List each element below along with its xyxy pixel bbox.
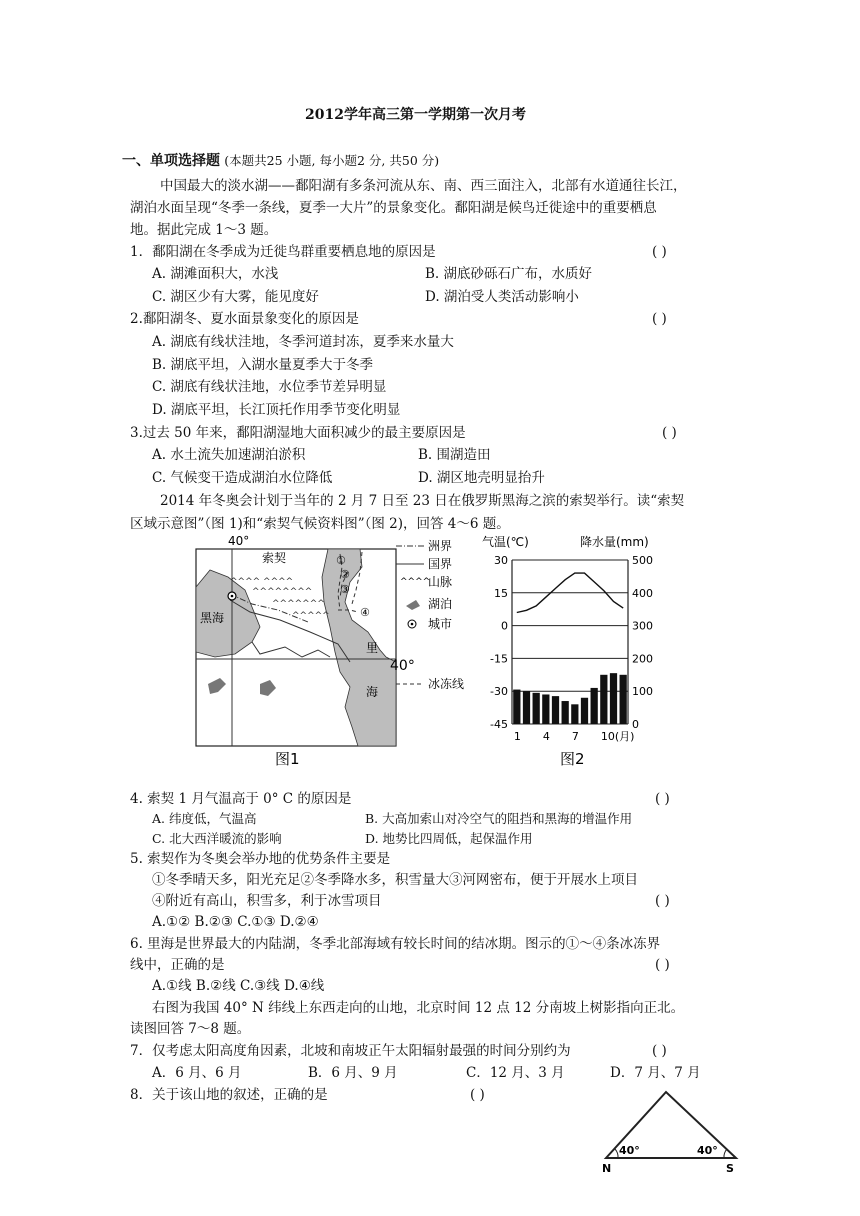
caspian-hai-label: 海 [366, 685, 379, 699]
answer-bracket: ( ) [662, 425, 677, 441]
answer-bracket: ( ) [655, 893, 670, 909]
answer-bracket: ( ) [652, 311, 667, 327]
statement-line: ①冬季晴天多，阳光充足②冬季降水多，积雪量大③河网密布，便于开展水上项目 [152, 872, 638, 888]
line-label-1: ① [336, 554, 346, 567]
passage-line: 湖泊水面呈现“冬季一条线，夏季一大片”的景象变化。鄱阳湖是候鸟迁徙途中的重要栖息 [130, 200, 657, 216]
section-heading [122, 152, 439, 170]
legend-city-dot [411, 623, 414, 626]
right-tick-label: 300 [632, 619, 653, 633]
figure-2-caption: 图2 [560, 750, 585, 768]
figure-1-map [190, 532, 480, 772]
x-tick-label: 4 [542, 730, 550, 743]
precip-bar [523, 691, 530, 724]
question-stem: 6. 里海是世界最大的内陆湖，冬季北部海域有较长时间的结冰期。图示的①～④条冰冻界 [130, 936, 661, 952]
question-stem-cont: 线中，正确的是 [130, 957, 225, 973]
left-tick-label: 0 [501, 619, 508, 633]
north-label: N [602, 1162, 612, 1175]
question-stem: 1．鄱阳湖在冬季成为迁徙鸟群重要栖息地的原因是 [130, 244, 436, 260]
right-tick-label: 500 [632, 554, 653, 567]
precip-bar [600, 675, 607, 724]
chart-left-title: 气温(℃) [482, 535, 529, 549]
option: D. 湖底平坦，长江顶托作用季节变化明显 [152, 402, 401, 418]
legend-label: 湖泊 [428, 597, 453, 611]
lat-top-label: 40° [228, 534, 250, 548]
precip-bar [533, 693, 540, 724]
option: D. 湖区地壳明显抬升 [418, 470, 545, 486]
line-label-3: ③ [340, 583, 350, 596]
right-tick-label: 200 [632, 652, 653, 666]
svg-text:^^^^^^^: ^^^^^^^ [272, 599, 325, 609]
passage-line: 中国最大的淡水湖——鄱阳湖有多条河流从东、南、西三面注入，北部有水道通往长江， [160, 178, 687, 194]
passage-line: 区域示意图”（图 1)和“索契气候资料图”（图 2)，回答 4～6 题。 [130, 516, 510, 532]
x-tick-label: 10(月) [600, 730, 635, 743]
chart-plot-area [490, 554, 653, 743]
page-title: 2012学年高三第一学期第一次月考 [305, 107, 526, 123]
option: C. 气候变干造成湖泊水位降低 [152, 470, 333, 486]
option: C．12 月、3 月 [466, 1065, 565, 1081]
svg-text:^^^^^: ^^^^^ [292, 611, 330, 621]
option: C. 湖区少有大雾，能见度好 [152, 289, 319, 305]
section-title: 一、单项选择题 [122, 153, 220, 169]
legend-label: 洲界 [428, 539, 453, 553]
legend-label: 冰冻线 [428, 677, 465, 691]
option: D. 地势比四周低，起保温作用 [365, 831, 533, 846]
legend-label: 山脉 [428, 575, 453, 589]
south-label: S [726, 1162, 734, 1175]
option: A．6 月、6 月 [152, 1065, 242, 1081]
legend-mountain-icon: ^^^^ [400, 577, 431, 587]
angle-right-label: 40° [697, 1144, 718, 1157]
line-label-2: ② [340, 568, 350, 581]
option: D．7 月、7 月 [610, 1065, 701, 1081]
options-line: A.①② B.②③ C.①③ D.②④ [152, 914, 319, 930]
option: C. 湖底有线状洼地，水位季节差异明显 [152, 379, 387, 395]
precip-bar [591, 688, 598, 724]
question-stem: 4. 索契 1 月气温高于 0° C 的原因是 [130, 791, 352, 807]
section-note: (本题共25 小题, 每小题2 分, 共50 分) [224, 153, 440, 168]
passage-line: 地。据此完成 1～3 题。 [130, 222, 278, 238]
answer-bracket: ( ) [652, 244, 667, 260]
option: B. 湖底砂砾石广布，水质好 [425, 266, 593, 282]
right-tick-label: 0 [632, 718, 639, 731]
question-stem: 5. 索契作为冬奥会举办地的优势条件主要是 [130, 851, 391, 867]
figure-1-caption: 图1 [275, 750, 300, 768]
precip-bar [581, 698, 588, 724]
precip-bar [610, 673, 617, 724]
option: A. 湖底有线状洼地，冬季河道封冻，夏季来水量大 [152, 334, 454, 350]
question-stem: 7．仅考虑太阳高度角因素，北坡和南坡正午太阳辐射最强的时间分别约为 [130, 1043, 571, 1059]
angle-arc-left [615, 1149, 618, 1158]
city-label: 索契 [262, 551, 287, 565]
option: B. 围湖造田 [418, 447, 491, 463]
angle-left-label: 40° [619, 1144, 640, 1157]
figure-2-climate-chart [480, 532, 660, 772]
option: D. 湖泊受人类活动影响小 [425, 289, 579, 305]
right-tick-label: 400 [632, 586, 653, 600]
legend-label: 城市 [428, 617, 453, 631]
option: A. 湖滩面积大，水浅 [152, 266, 279, 282]
precip-bar [542, 694, 549, 724]
precip-bar [620, 675, 627, 724]
statement-line: ④附近有高山，积雪多，利于冰雪项目 [152, 893, 382, 909]
precip-bar [552, 696, 559, 724]
precip-bar [571, 704, 578, 724]
left-tick-label: -45 [490, 718, 508, 731]
answer-bracket: ( ) [652, 1043, 667, 1059]
angle-arc-right [724, 1149, 727, 1158]
city-dot [231, 595, 234, 598]
svg-text:^^^^ ^^^^: ^^^^ ^^^^ [230, 577, 294, 587]
black-sea-label: 黑海 [200, 611, 225, 625]
precip-bar [513, 690, 520, 724]
lat-side-label: 40° [390, 658, 415, 674]
legend-label: 国界 [428, 557, 453, 571]
legend-lake-icon [406, 600, 420, 610]
chart-right-title: 降水量(mm) [580, 535, 649, 549]
x-tick-label: 7 [571, 730, 579, 743]
left-tick-label: -30 [490, 685, 508, 699]
options-line: A.①线 B.②线 C.③线 D.④线 [152, 978, 325, 994]
question-stem: 2.鄱阳湖冬、夏水面景象变化的原因是 [130, 311, 359, 327]
x-tick-label: 1 [513, 730, 521, 743]
precip-bar [562, 701, 569, 724]
passage-line: 右图为我国 40° N 纬线上东西走向的山地，北京时间 12 点 12 分南坡上树影指向正北。 [152, 1000, 685, 1016]
left-tick-label: 30 [494, 554, 508, 567]
option: B．6 月、9 月 [308, 1065, 398, 1081]
option: B. 大高加索山对冷空气的阻挡和黑海的增温作用 [365, 811, 633, 826]
mountain-profile-figure [598, 1088, 748, 1178]
answer-bracket: ( ) [655, 957, 670, 973]
line-label-4: ④ [360, 606, 370, 619]
caspian-li-label: 里 [366, 641, 379, 655]
svg-text:^^^^^^^^: ^^^^^^^^ [252, 587, 313, 597]
option: A. 纬度低，气温高 [152, 811, 257, 826]
question-stem: 3.过去 50 年来，鄱阳湖湿地大面积减少的最主要原因是 [130, 425, 466, 441]
option: C. 北大西洋暖流的影响 [152, 831, 282, 846]
answer-bracket: ( ) [655, 791, 670, 807]
question-stem: 8．关于该山地的叙述，正确的是 [130, 1087, 328, 1103]
passage-line: 读图回答 7～8 题。 [130, 1021, 251, 1037]
passage-line: 2014 年冬奥会计划于当年的 2 月 7 日至 23 日在俄罗斯黑海之滨的索契举行。读“索契 [160, 493, 685, 509]
option: B. 湖底平坦，入湖水量夏季大于冬季 [152, 357, 374, 373]
right-tick-label: 100 [632, 685, 653, 699]
left-tick-label: -15 [490, 652, 508, 666]
answer-bracket: ( ) [470, 1087, 485, 1103]
left-tick-label: 15 [494, 586, 508, 600]
option: A. 水土流失加速湖泊淤积 [152, 447, 306, 463]
